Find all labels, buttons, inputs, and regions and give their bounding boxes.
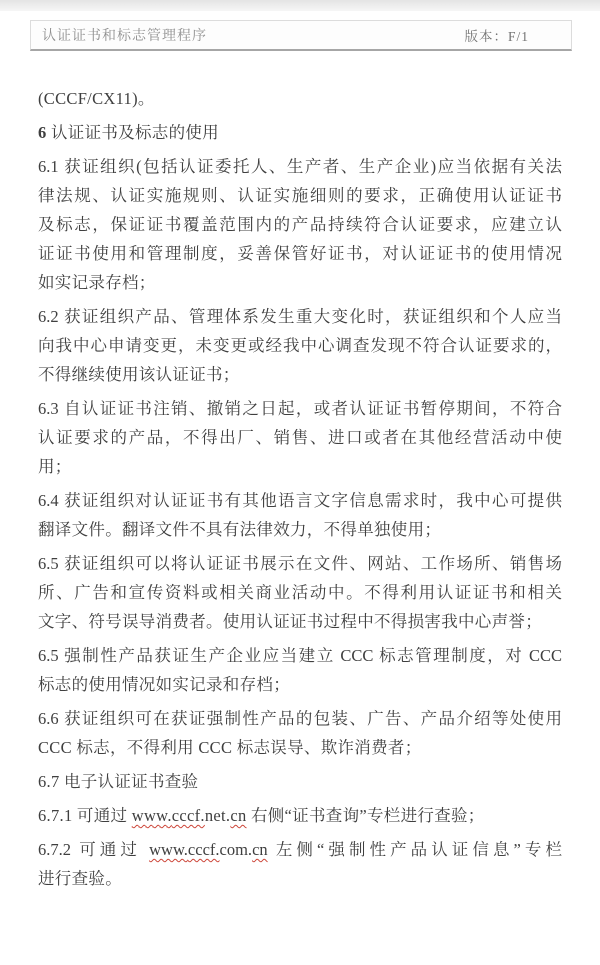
- paragraph: [38, 641, 562, 699]
- text-line: [38, 452, 562, 481]
- text-segment: 6.7.2 可通过: [38, 840, 150, 859]
- text-segment: 如实记录存档；: [38, 273, 156, 292]
- text-segment: 6.6 获证组织可在获证强制性产品的包装、广告、产品介绍等处使用: [38, 709, 562, 728]
- text-segment: 翻译文件。翻译文件不具有法律效力，不得单独使用；: [38, 520, 442, 539]
- header-title: 认证证书和标志管理程序: [42, 29, 207, 44]
- text-segment: com.: [219, 840, 253, 859]
- text-segment: CCC 标志，不得利用 CCC 标志误导、欺诈消费者；: [38, 738, 422, 757]
- text-line: [38, 578, 562, 607]
- text-segment: 进行查验。: [38, 869, 122, 888]
- spellcheck-underlined-word: www.: [131, 806, 172, 825]
- text-line: [38, 181, 562, 210]
- spellcheck-underlined-word: cccf.: [187, 840, 220, 859]
- text-line: [38, 394, 562, 423]
- text-line: [38, 239, 562, 268]
- text-line: [38, 423, 562, 452]
- text-line: [38, 210, 562, 239]
- text-segment: 右侧“证书查询”专栏进行查验；: [246, 806, 485, 825]
- text-line: [38, 360, 562, 389]
- paragraph: [38, 835, 562, 893]
- paragraph: [38, 704, 562, 762]
- text-line: [38, 607, 562, 636]
- text-segment: net.: [204, 806, 231, 825]
- text-segment: 认证要求的产品，不得出厂、销售、进口或者在其他经营活动中使: [38, 428, 562, 447]
- text-line: [38, 152, 562, 181]
- text-segment: (CCCF/CX11)。: [38, 89, 155, 108]
- paragraph: [38, 767, 562, 796]
- paragraph: [38, 302, 562, 389]
- spellcheck-underlined-word: www.: [149, 840, 188, 859]
- text-segment: 6.7.1 可通过: [38, 806, 132, 825]
- paragraph: [38, 84, 562, 113]
- text-segment: 向我中心申请变更，未变更或经我中心调查发现不符合认证要求的，: [38, 336, 562, 355]
- text-line: [38, 118, 562, 147]
- text-line: [38, 670, 562, 699]
- text-segment: 律法规、认证实施规则、认证实施细则的要求，正确使用认证证书: [38, 186, 562, 205]
- text-line: [38, 302, 562, 331]
- text-line: [38, 733, 562, 762]
- paragraph: [38, 118, 562, 147]
- text-line: [38, 801, 562, 830]
- text-line: [38, 515, 562, 544]
- text-segment: 标志的使用情况如实记录和存档；: [38, 675, 290, 694]
- text-segment: 证证书使用和管理制度，妥善保管好证书，对认证证书的使用情况: [38, 244, 562, 263]
- text-segment: 不得继续使用该认证证书；: [38, 365, 240, 384]
- text-line: [38, 549, 562, 578]
- paragraph: [38, 152, 562, 297]
- text-segment: 6.1 获证组织(包括认证委托人、生产者、生产企业)应当依据有关法: [38, 157, 562, 176]
- document-body: [38, 84, 562, 898]
- text-segment: 6: [38, 123, 47, 142]
- text-line: [38, 268, 562, 297]
- text-segment: 6.5 强制性产品获证生产企业应当建立 CCC 标志管理制度，对 CCC: [38, 646, 562, 665]
- text-segment: 左侧“强制性产品认证信息”专栏: [267, 840, 562, 859]
- page-top-edge: [0, 0, 600, 11]
- spellcheck-underlined-word: cn: [230, 806, 247, 825]
- text-segment: 及标志，保证证书覆盖范围内的产品持续符合认证要求，应建立认: [38, 215, 562, 234]
- document-header: [30, 20, 572, 51]
- text-segment: 用；: [38, 457, 72, 476]
- paragraph: [38, 801, 562, 830]
- text-line: [38, 864, 562, 893]
- text-segment: 6.7 电子认证证书查验: [38, 772, 199, 791]
- text-line: [38, 486, 562, 515]
- text-line: [38, 641, 562, 670]
- paragraph: [38, 486, 562, 544]
- text-segment: 所、广告和宣传资料或相关商业活动中。不得利用认证证书和相关: [38, 583, 562, 602]
- text-line: [38, 767, 562, 796]
- text-line: [38, 704, 562, 733]
- text-line: [38, 835, 562, 864]
- paragraph: [38, 549, 562, 636]
- text-segment: 6.5 获证组织可以将认证证书展示在文件、网站、工作场所、销售场: [38, 554, 562, 573]
- text-segment: 认证证书及标志的使用: [46, 123, 219, 142]
- text-segment: 6.3 自认证证书注销、撤销之日起，或者认证证书暂停期间，不符合: [38, 399, 562, 418]
- text-segment: 6.2 获证组织产品、管理体系发生重大变化时，获证组织和个人应当: [38, 307, 562, 326]
- text-segment: 文字、符号误导消费者。使用认证证书过程中不得损害我中心声誉；: [38, 612, 542, 631]
- spellcheck-underlined-word: cn: [252, 840, 268, 859]
- header-version-label: 版本：F/1: [464, 29, 529, 44]
- text-segment: 6.4 获证组织对认证证书有其他语言文字信息需求时，我中心可提供: [38, 491, 562, 510]
- spellcheck-underlined-word: cccf.: [171, 806, 205, 825]
- paragraph: [38, 394, 562, 481]
- text-line: [38, 84, 562, 113]
- text-line: [38, 331, 562, 360]
